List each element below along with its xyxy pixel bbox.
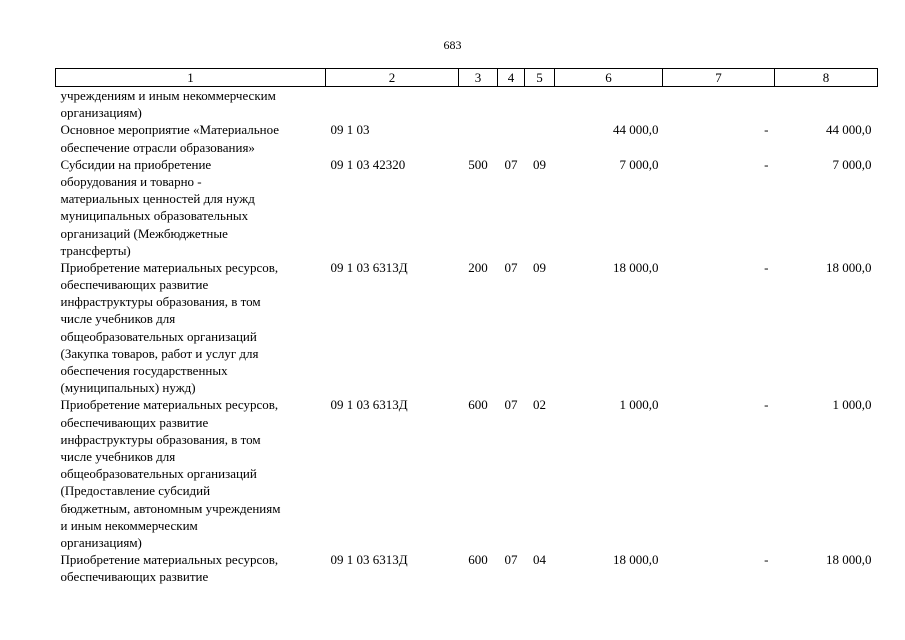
row-name-line: Приобретение материальных ресурсов,: [60, 397, 279, 413]
row-total-cell: 18 000,0: [826, 552, 872, 568]
table-row: [56, 259, 878, 397]
column-header-5: 5: [525, 69, 555, 87]
row-name-cell: [56, 121, 326, 155]
row-name-line: муниципальных образовательных: [60, 208, 249, 224]
row-name-cell: [56, 396, 326, 551]
row-name-line: числе учебников для: [60, 311, 176, 327]
row-vr-cell: 200: [468, 259, 488, 275]
row-sum-cell: 7 000,0: [619, 156, 659, 172]
row-pr-cell: [525, 121, 555, 155]
row-rz-cell: [498, 87, 525, 122]
row-code-cell: 09 1 03: [330, 122, 370, 138]
row-name-line: обеспечение отрасли образования»: [60, 139, 255, 155]
row-name-line: (Закупка товаров, работ и услуг для: [60, 345, 259, 361]
row-name-cell: [56, 259, 326, 397]
row-code-cell: 09 1 03 42320: [330, 156, 406, 172]
row-name-line: трансферты): [60, 242, 131, 258]
row-sum-cell: 1 000,0: [619, 397, 659, 413]
row-total-cell: 7 000,0: [832, 156, 872, 172]
table-row: [56, 121, 878, 155]
row-name-line: инфраструктуры образования, в том: [60, 294, 261, 310]
column-header-7: 7: [663, 69, 775, 87]
column-header-1: 1: [56, 69, 326, 87]
row-name-line: (Предоставление субсидий: [60, 483, 211, 499]
row-name-line: Субсидии на приобретение: [60, 156, 212, 172]
column-header-3: 3: [459, 69, 498, 87]
row-name-line: организациям): [60, 105, 142, 121]
row-pr-cell: 02: [533, 397, 546, 413]
table-header: [56, 69, 878, 87]
row-vr-cell: 600: [468, 552, 488, 568]
table-row: [56, 551, 878, 585]
row-name-line: (муниципальных) нужд): [60, 380, 196, 396]
row-name-line: обеспечивающих развитие: [60, 569, 209, 585]
row-name-line: Основное мероприятие «Материальное: [60, 122, 280, 138]
row-change-cell: -: [764, 552, 769, 568]
page-number: 683: [443, 38, 462, 52]
row-rz-cell: 07: [504, 397, 518, 413]
header-row: [56, 69, 878, 87]
column-header-8: 8: [775, 69, 878, 87]
table-row: [56, 87, 878, 122]
column-header-6: 6: [555, 69, 663, 87]
row-name-line: общеобразовательных организаций: [60, 328, 257, 344]
row-name-line: инфраструктуры образования, в том: [60, 431, 261, 447]
row-name-line: общеобразовательных организаций: [60, 466, 257, 482]
row-name-line: организаций (Межбюджетные: [60, 225, 228, 241]
row-sum-cell: 18 000,0: [613, 259, 659, 275]
row-name-cell: [56, 156, 326, 259]
row-code-cell: 09 1 03 6313Д: [330, 552, 408, 568]
row-rz-cell: 07: [504, 259, 518, 275]
row-sum-cell: [555, 87, 663, 122]
row-pr-cell: [525, 87, 555, 122]
row-sum-cell: 44 000,0: [613, 122, 659, 138]
row-vr-cell: [459, 87, 498, 122]
row-name-line: бюджетным, автономным учреждениям: [60, 500, 281, 516]
row-rz-cell: [498, 121, 525, 155]
row-vr-cell: 500: [468, 156, 488, 172]
row-change-cell: -: [764, 122, 769, 138]
row-vr-cell: [459, 121, 498, 155]
row-sum-cell: 18 000,0: [613, 552, 659, 568]
row-name-line: обеспечивающих развитие: [60, 414, 209, 430]
row-total-cell: 44 000,0: [826, 122, 872, 138]
column-header-4: 4: [498, 69, 525, 87]
row-change-cell: -: [764, 259, 769, 275]
row-change-cell: -: [764, 397, 769, 413]
budget-table: [55, 68, 878, 585]
row-total-cell: 1 000,0: [832, 397, 872, 413]
row-name-line: учреждениям и иным некоммерческим: [60, 88, 276, 103]
row-name-line: и иным некоммерческим: [60, 517, 198, 533]
row-code-cell: 09 1 03 6313Д: [330, 259, 408, 275]
table-row: [56, 156, 878, 259]
row-pr-cell: 04: [533, 552, 546, 568]
table-row: [56, 396, 878, 551]
row-name-line: организациям): [60, 534, 142, 550]
row-code-cell: [326, 87, 459, 122]
table-body: [56, 87, 878, 586]
row-rz-cell: 07: [504, 156, 518, 172]
row-name-cell: [56, 87, 326, 122]
row-vr-cell: 600: [468, 397, 488, 413]
row-name-cell: [56, 551, 326, 585]
row-name-line: оборудования и товарно -: [60, 173, 202, 189]
row-code-cell: 09 1 03 6313Д: [330, 397, 408, 413]
row-name-line: обеспечения государственных: [60, 363, 228, 378]
row-name-line: числе учебников для: [60, 448, 176, 464]
row-name-line: материальных ценностей для нужд: [60, 191, 255, 207]
row-total-cell: [775, 87, 878, 122]
column-header-2: 2: [326, 69, 459, 87]
row-change-cell: -: [764, 156, 769, 172]
row-total-cell: 18 000,0: [826, 259, 872, 275]
row-name-line: Приобретение материальных ресурсов,: [60, 552, 279, 568]
row-change-cell: [663, 87, 775, 122]
row-pr-cell: 09: [533, 259, 546, 275]
row-pr-cell: 09: [533, 156, 546, 172]
row-name-line: обеспечивающих развитие: [60, 277, 209, 293]
row-name-line: Приобретение материальных ресурсов,: [60, 259, 279, 275]
row-rz-cell: 07: [504, 552, 518, 568]
